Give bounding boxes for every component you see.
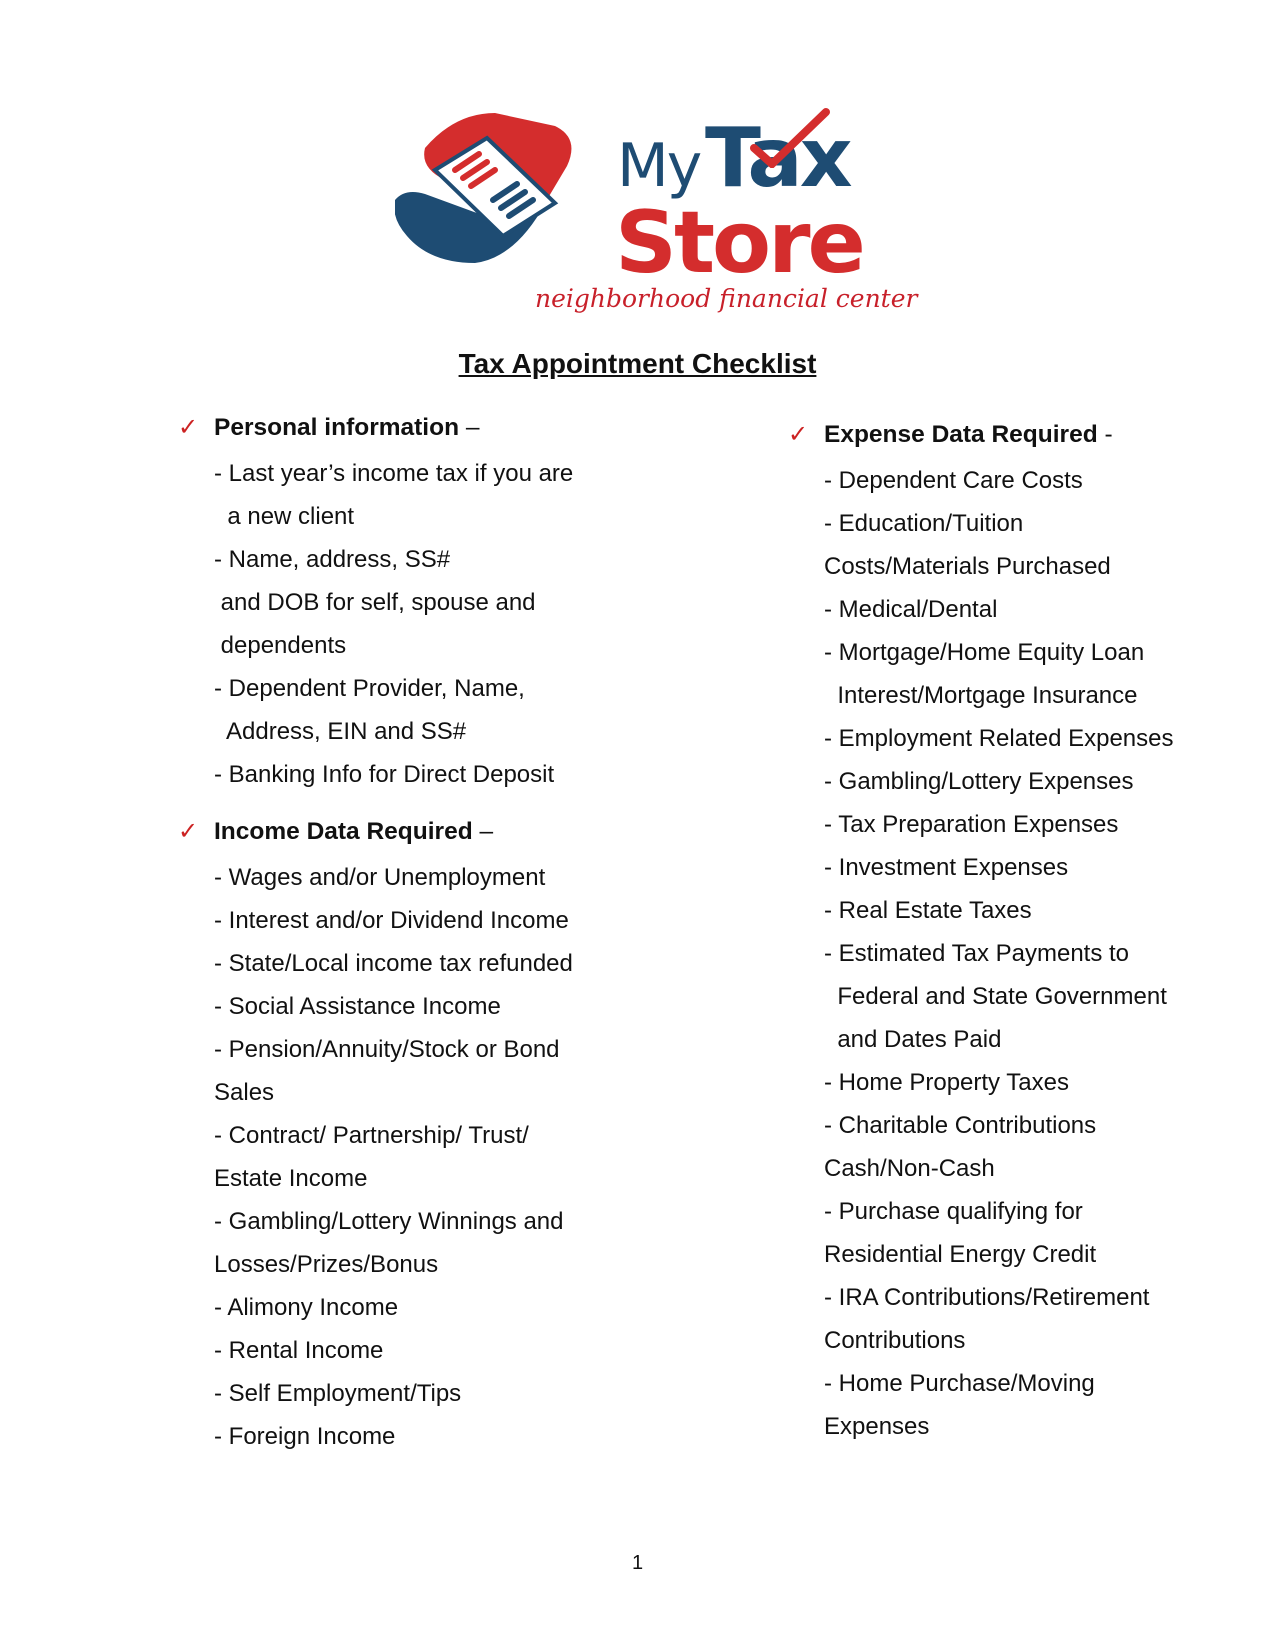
section-income-data xyxy=(178,813,573,1458)
list-item: Estate Income xyxy=(214,1165,368,1192)
list-item: - Wages and/or Unemployment xyxy=(214,864,546,891)
list-item: Losses/Prizes/Bonus xyxy=(214,1251,439,1278)
list-item: a new client xyxy=(214,503,355,530)
list-item: Sales xyxy=(214,1079,275,1106)
list-item: Interest/Mortgage Insurance xyxy=(824,682,1138,709)
checkmark-icon: ✓ xyxy=(788,420,809,448)
list-item: - Dependent Care Costs xyxy=(824,467,1083,494)
list-item: - Gambling/Lottery Expenses xyxy=(824,768,1134,795)
list-item: - State/Local income tax refunded xyxy=(214,950,573,977)
list-item: - Estimated Tax Payments to xyxy=(824,940,1130,967)
income-items-list xyxy=(214,856,573,1458)
section-title: Personal information – xyxy=(214,414,480,441)
logo-tagline: neighborhood financial center xyxy=(535,284,918,313)
logo-checkmark-icon xyxy=(750,108,830,168)
section-header xyxy=(178,409,573,452)
list-item: dependents xyxy=(214,632,347,659)
list-item: Federal and State Government xyxy=(824,983,1167,1010)
section-title: Expense Data Required - xyxy=(824,421,1113,448)
list-item: - Gambling/Lottery Winnings and xyxy=(214,1208,564,1235)
list-item: - Rental Income xyxy=(214,1337,384,1364)
document-title: Tax Appointment Checklist xyxy=(458,348,817,379)
logo-my-text: My xyxy=(617,131,701,201)
personal-items-list xyxy=(214,452,573,796)
logo-store-text: Store xyxy=(615,193,863,293)
list-item: - Tax Preparation Expenses xyxy=(824,811,1119,838)
list-item: - Mortgage/Home Equity Loan xyxy=(824,639,1145,666)
checkmark-icon: ✓ xyxy=(178,817,199,845)
list-item: - Banking Info for Direct Deposit xyxy=(214,761,555,788)
list-item: - Pension/Annuity/Stock or Bond xyxy=(214,1036,560,1063)
list-item: - Home Property Taxes xyxy=(824,1069,1069,1096)
list-item: Address, EIN and SS# xyxy=(214,718,467,745)
list-item: - Education/Tuition xyxy=(824,510,1024,537)
list-item: - Purchase qualifying for xyxy=(824,1198,1083,1225)
list-item: - Employment Related Expenses xyxy=(824,725,1174,752)
list-item: - Dependent Provider, Name, xyxy=(214,675,525,702)
list-item: - Charitable Contributions xyxy=(824,1112,1097,1139)
logo-tax-text: Tax xyxy=(705,111,850,206)
section-personal-information xyxy=(178,409,573,796)
list-item: - Alimony Income xyxy=(214,1294,399,1321)
section-header xyxy=(178,813,573,856)
list-item: - Home Purchase/Moving xyxy=(824,1370,1095,1397)
list-item: and DOB for self, spouse and xyxy=(214,589,536,616)
list-item: and Dates Paid xyxy=(824,1026,1002,1053)
section-header xyxy=(788,416,1174,459)
list-item: - Medical/Dental xyxy=(824,596,998,623)
section-title: Income Data Required – xyxy=(214,818,494,845)
list-item: - Foreign Income xyxy=(214,1423,396,1450)
list-item: - Real Estate Taxes xyxy=(824,897,1032,924)
list-item: - Social Assistance Income xyxy=(214,993,501,1020)
mytaxstore-logo xyxy=(395,108,918,318)
list-item: - Interest and/or Dividend Income xyxy=(214,907,569,934)
page-number: 1 xyxy=(631,1552,644,1574)
list-item: - Contract/ Partnership/ Trust/ xyxy=(214,1122,529,1149)
list-item: - Investment Expenses xyxy=(824,854,1069,881)
list-item: Contributions xyxy=(824,1327,966,1354)
list-item: Costs/Materials Purchased xyxy=(824,553,1111,580)
list-item: Residential Energy Credit xyxy=(824,1241,1097,1268)
list-item: Expenses xyxy=(824,1413,930,1440)
list-item: - Name, address, SS# xyxy=(214,546,451,573)
list-item: - Last year’s income tax if you are xyxy=(214,460,574,487)
list-item: - Self Employment/Tips xyxy=(214,1380,462,1407)
section-expense-data xyxy=(788,416,1174,1448)
expense-items-list xyxy=(824,459,1174,1448)
list-item: Cash/Non-Cash xyxy=(824,1155,995,1182)
logo-mark-icon xyxy=(395,108,610,268)
checkmark-icon: ✓ xyxy=(178,413,199,441)
list-item: - IRA Contributions/Retirement xyxy=(824,1284,1150,1311)
